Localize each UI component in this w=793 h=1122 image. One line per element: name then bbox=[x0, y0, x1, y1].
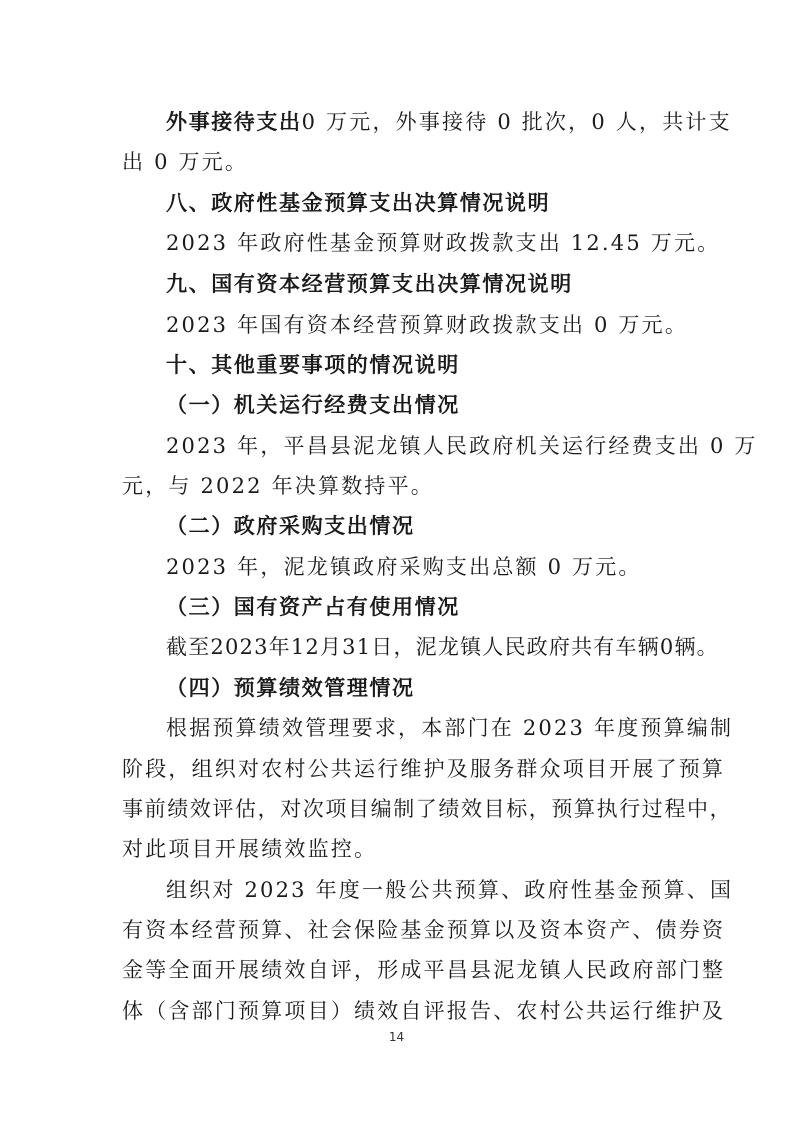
paragraph-line: 阶段，组织对农村公共运行维护及服务群众项目开展了预算 bbox=[122, 757, 726, 781]
paragraph-line: 2023 年国有资本经营预算财政拨款支出 0 万元。 bbox=[166, 313, 689, 337]
paragraph-line: 元，与 2022 年决算数持平。 bbox=[122, 474, 434, 498]
paragraph-line: 组织对 2023 年度一般公共预算、政府性基金预算、国 bbox=[166, 878, 734, 902]
paragraph-line bbox=[166, 108, 732, 136]
subsection-heading-4: （四）预算绩效管理情况 bbox=[166, 675, 415, 700]
paragraph-line: 有资本经营预算、社会保险基金预算以及资本资产、债券资 bbox=[122, 918, 726, 942]
paragraph-line: 金等全面开展绩效自评，形成平昌县泥龙镇人民政府部门整 bbox=[122, 958, 726, 982]
line-text: 0 万元，外事接待 0 批次，0 人，共计支 bbox=[301, 110, 732, 134]
paragraph-line: 2023 年，泥龙镇政府采购支出总额 0 万元。 bbox=[166, 555, 642, 579]
paragraph-line: 体（含部门预算项目）绩效自评报告、农村公共运行维护及 bbox=[122, 999, 726, 1023]
subsection-heading-3: （三）国有资产占有使用情况 bbox=[166, 594, 460, 619]
inline-heading: 外事接待支出 bbox=[166, 109, 302, 134]
section-heading-9: 九、国有资本经营预算支出决算情况说明 bbox=[166, 271, 573, 296]
section-heading-10: 十、其他重要事项的情况说明 bbox=[166, 352, 460, 377]
subsection-heading-2: （二）政府采购支出情况 bbox=[166, 513, 415, 538]
paragraph-line: 截至2023年12月31日，泥龙镇人民政府共有车辆0辆。 bbox=[166, 635, 719, 659]
paragraph-line: 事前绩效评估，对次项目编制了绩效目标，预算执行过程中， bbox=[122, 797, 733, 821]
section-heading-8: 八、政府性基金预算支出决算情况说明 bbox=[166, 190, 551, 215]
page-number: 14 bbox=[388, 1030, 405, 1044]
subsection-heading-1: （一）机关运行经费支出情况 bbox=[166, 392, 460, 417]
paragraph-line: 2023 年，平昌县泥龙镇人民政府机关运行经费支出 0 万 bbox=[166, 434, 758, 458]
paragraph-line: 根据预算绩效管理要求，本部门在 2023 年度预算编制 bbox=[166, 716, 734, 740]
paragraph-line: 对此项目开展绩效监控。 bbox=[122, 837, 378, 861]
paragraph-line: 出 0 万元。 bbox=[122, 150, 249, 174]
paragraph-line: 2023 年政府性基金预算财政拨款支出 12.45 万元。 bbox=[166, 231, 721, 255]
